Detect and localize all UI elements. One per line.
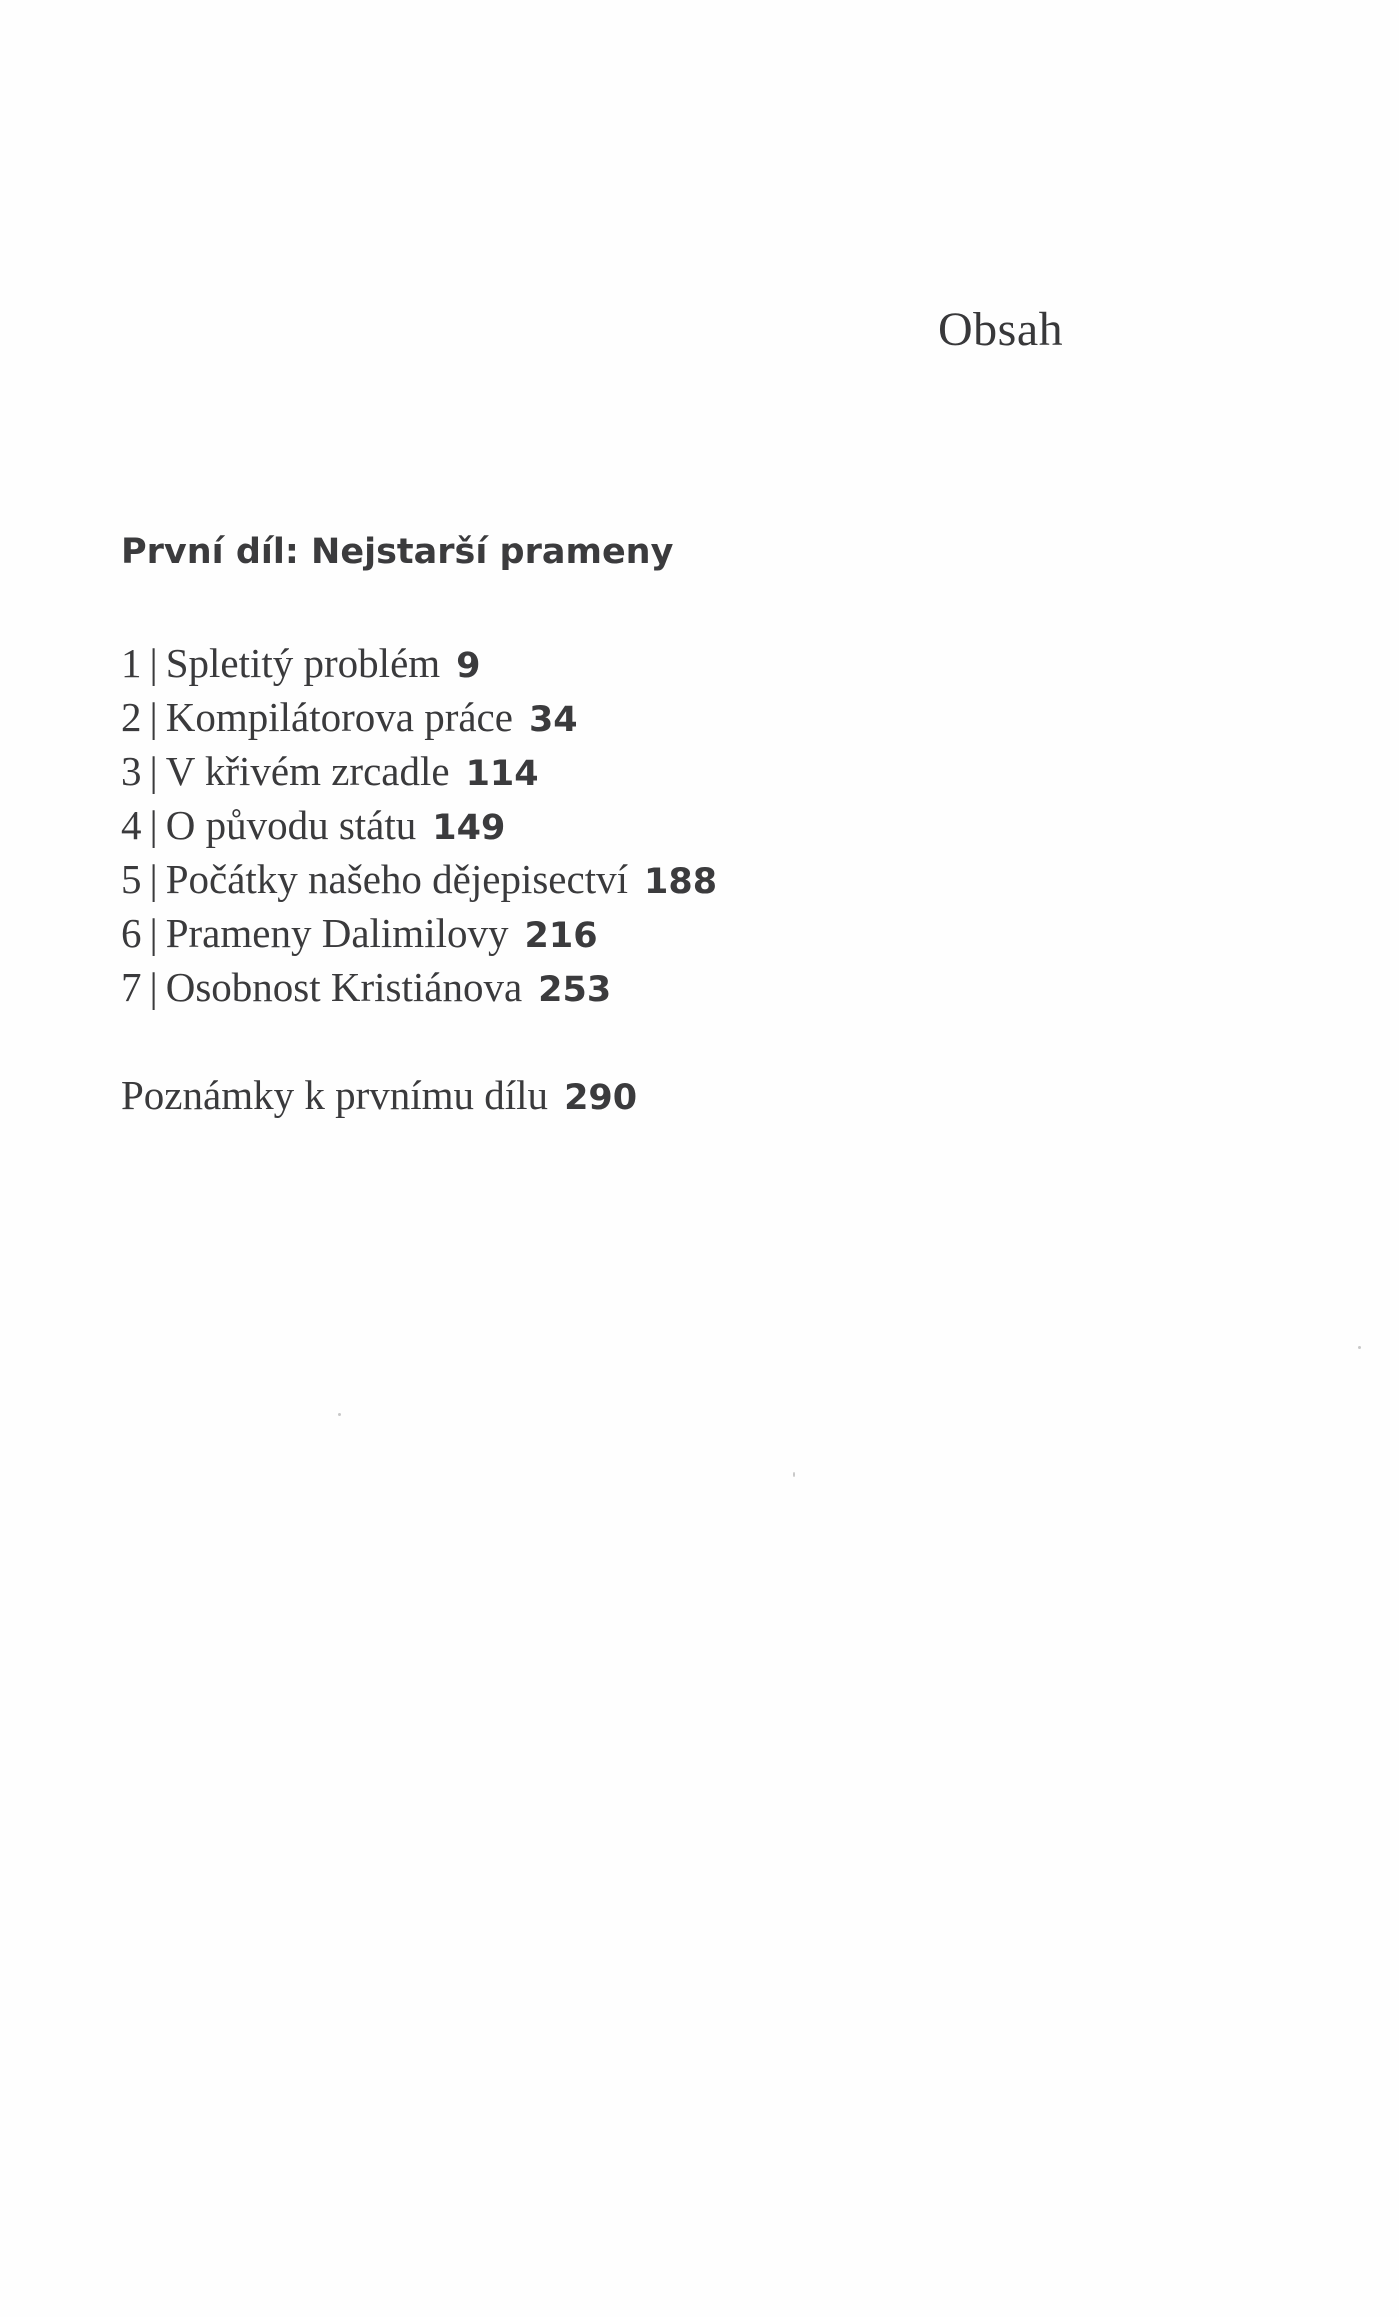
chapter-entry-6 bbox=[121, 906, 717, 960]
chapter-page-number: 114 bbox=[465, 754, 539, 794]
chapter-number: 4 bbox=[121, 802, 142, 848]
chapter-page-number: 188 bbox=[643, 862, 718, 902]
chapter-title: Prameny Dalimilovy bbox=[165, 910, 509, 956]
part-heading: První díl: Nejstarší prameny bbox=[121, 532, 674, 572]
chapter-entry-4 bbox=[121, 798, 717, 852]
chapter-number: 7 bbox=[121, 964, 142, 1010]
chapter-title: Kompilátorova práce bbox=[165, 694, 513, 740]
chapter-separator: | bbox=[149, 856, 158, 902]
chapter-title: V křivém zrcadle bbox=[165, 748, 450, 794]
chapter-number: 6 bbox=[121, 910, 142, 956]
chapter-title: Počátky našeho dějepisectví bbox=[165, 856, 628, 902]
chapter-separator: | bbox=[149, 910, 158, 956]
chapter-entry-2 bbox=[121, 690, 717, 744]
chapter-list bbox=[121, 636, 717, 1014]
chapter-separator: | bbox=[149, 802, 158, 848]
chapter-title: Spletitý problém bbox=[165, 640, 441, 686]
chapter-entry-7 bbox=[121, 960, 717, 1014]
notes-title: Poznámky k prvnímu dílu bbox=[121, 1072, 549, 1118]
paper-speck bbox=[338, 1413, 341, 1416]
paper-speck bbox=[1358, 1346, 1361, 1349]
chapter-page-number: 216 bbox=[524, 916, 598, 956]
chapter-entry-3 bbox=[121, 744, 717, 798]
chapter-separator: | bbox=[149, 694, 158, 740]
chapter-separator: | bbox=[149, 964, 158, 1010]
page-title: Obsah bbox=[938, 303, 1064, 356]
chapter-title: O původu státu bbox=[165, 802, 417, 848]
chapter-number: 1 bbox=[121, 640, 142, 686]
chapter-title: Osobnost Kristiánova bbox=[165, 964, 523, 1010]
chapter-number: 2 bbox=[121, 694, 142, 740]
chapter-page-number: 34 bbox=[528, 700, 578, 740]
chapter-page-number: 9 bbox=[456, 646, 481, 686]
chapter-separator: | bbox=[149, 748, 158, 794]
chapter-number: 3 bbox=[121, 748, 142, 794]
chapter-page-number: 149 bbox=[432, 808, 506, 848]
chapter-number: 5 bbox=[121, 856, 142, 902]
chapter-entry-5 bbox=[121, 852, 717, 906]
chapter-separator: | bbox=[149, 640, 158, 686]
notes-entry bbox=[121, 1068, 637, 1122]
chapter-page-number: 253 bbox=[538, 970, 612, 1010]
notes-page-number: 290 bbox=[564, 1078, 638, 1118]
chapter-entry-1 bbox=[121, 636, 717, 690]
paper-speck bbox=[793, 1472, 795, 1477]
